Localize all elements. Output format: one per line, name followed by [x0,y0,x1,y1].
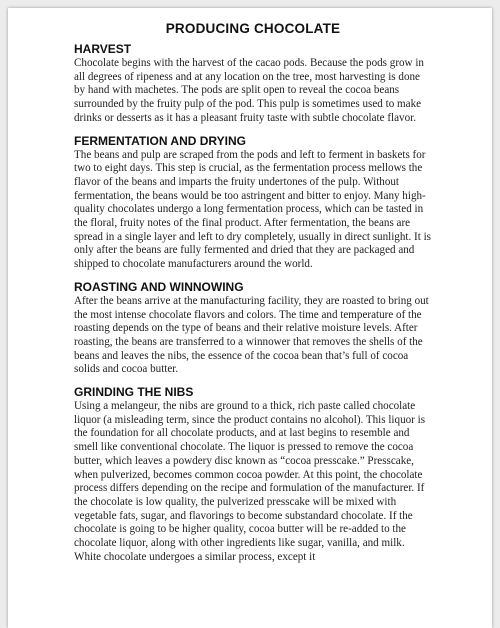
document-page [8,8,492,628]
section-heading: HARVEST [74,42,132,56]
section-roasting-and-winnowing [74,280,432,377]
section-harvest [74,42,432,126]
section-heading: FERMENTATION AND DRYING [74,133,246,148]
document-content [74,21,432,573]
section-fermentation-and-drying [74,134,432,272]
document-title: PRODUCING CHOCOLATE [165,21,341,36]
section-heading: ROASTING AND WINNOWING [74,279,244,294]
section-body: After the beans arrive at the manufacturing facility, they are roasted to bring out the most intense chocolate flavors and colors. The time and temperature of the roasting depends on the type of beans and their relative moisture levels. After roasting, the beans are transferred to a winnower that removes the shells of the beans and leaves the nibs, the essence of the cocoa bean that’s full of cocoa solids and cocoa butter. [74,294,429,376]
section-body: Chocolate begins with the harvest of the cacao pods. Because the pods grow in all degrees of ripeness and at any location on the tree, most harvesting is done by hand with machetes. The pods are split open to reveal the cocoa beans surrounded by the fruity pulp of the pod. This pulp is sometimes used to make drinks or desserts as it has a pleasant fruity taste with subtle chocolate flavor. [74,57,424,124]
section-body: Using a melangeur, the nibs are ground to a thick, rich paste called chocolate liquor (a misleading term, since the product contains no alcohol). This liquor is the foundation for all chocolate products, and at last begins to resemble and smell like conventional chocolate. The liquor is pressed to remove the cocoa butter, which leaves a powdery disc known as “cocoa presscake.” Presscake, when pulverized, becomes common cocoa powder. At this point, the chocolate process differs depending on the recipe and formulation of the manufacturer. If the chocolate is low quality, the pulverized presscake will be mixed with vegetable fats, sugar, and flavorings to become substandard chocolate. If the chocolate is going to be higher quality, cocoa butter will be re-added to the chocolate liquor, along with other ingredients like sugar, vanilla, and milk. White chocolate undergoes a similar process, except it [74,400,426,563]
section-grinding-the-nibs [74,385,432,564]
section-body: The beans and pulp are scraped from the pods and left to ferment in baskets for two to eight days. This step is crucial, as the fermentation process mellows the flavor of the beans and imparts the fruity undertones of the pulp. Without fermentation, the beans would be too astringent and bitter to enjoy. Many high-quality chocolates undergo a long fermentation process, which can be tasted in the floral, fruity notes of the final product. After fermentation, the beans are spread in a single layer and left to dry completely, usually in direct sunlight. It is only after the beans are fully fermented and dried that they are packaged and shipped to chocolate manufacturers around the world. [74,148,431,271]
section-heading: GRINDING THE NIBS [74,385,194,400]
